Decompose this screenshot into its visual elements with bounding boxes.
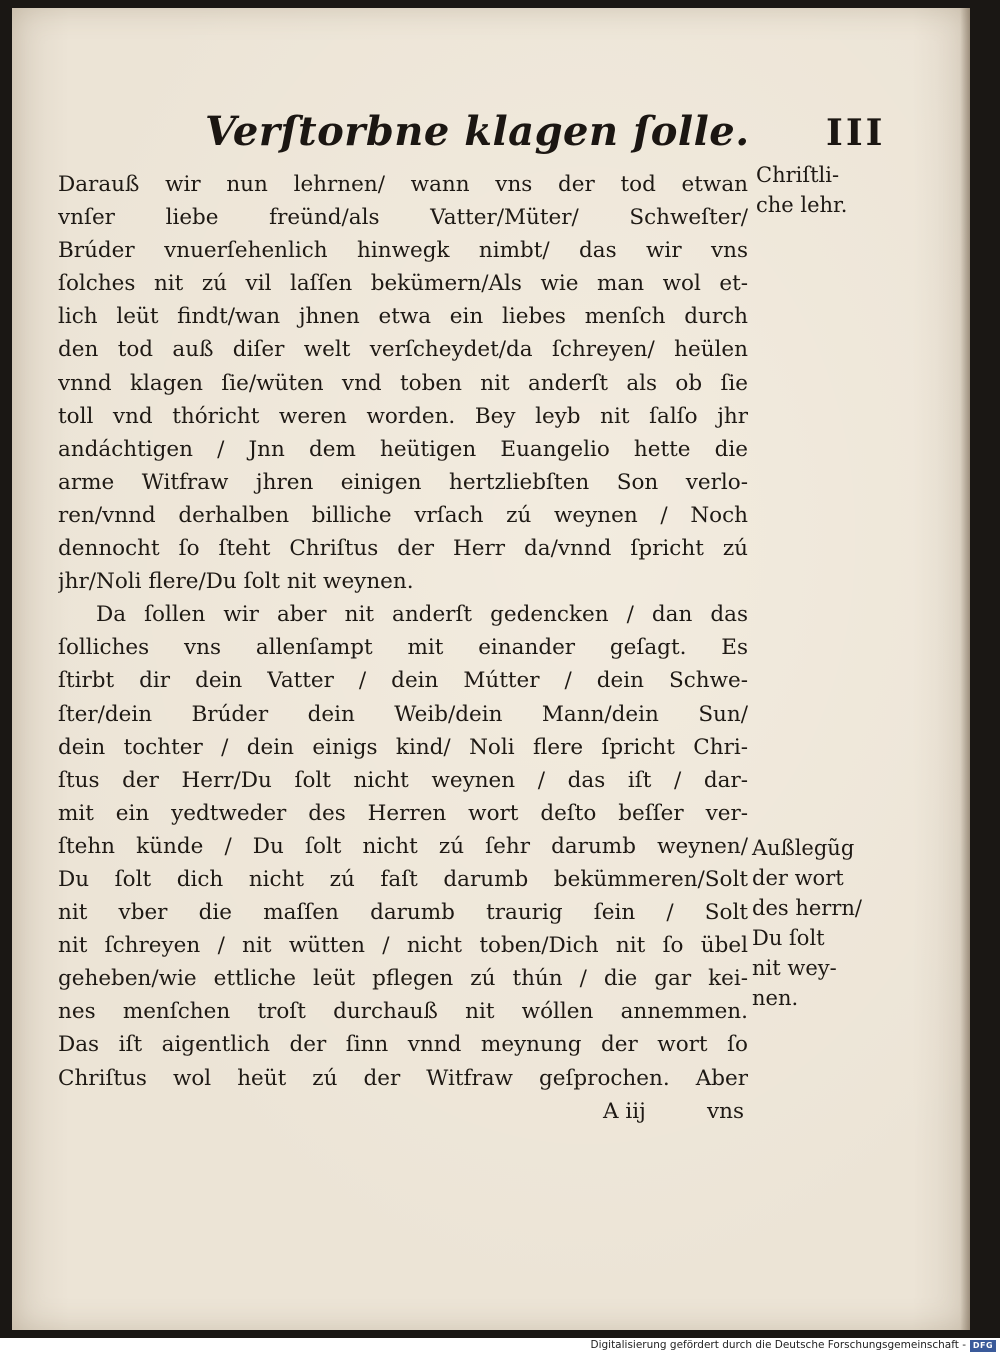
marginal-note-line: che lehr. xyxy=(756,193,848,217)
body-line: ſolches nit zú vil laſſen bekümern/Als wie man wol et- xyxy=(58,271,748,297)
body-line: nit ſchreyen / nit wütten / nicht toben/Dich nit ſo übel xyxy=(58,933,748,959)
page-edge-shadow xyxy=(960,8,970,1330)
marginal-note-line: Chriſtli- xyxy=(756,163,840,187)
catchline xyxy=(58,1099,748,1132)
body-line: ſtirbt dir dein Vatter / dein Mútter / dein Schwe- xyxy=(58,668,748,694)
marginal-note-line: Außlegũg xyxy=(752,836,855,860)
marginal-note-line: der wort xyxy=(752,866,844,890)
body-line: Chriſtus wol heüt zú der Witfraw geſprochen. Aber xyxy=(58,1065,748,1091)
body-line: Da ſollen wir aber nit anderſt gedencken / dan das xyxy=(96,602,748,628)
marginal-note xyxy=(756,160,847,220)
signature-mark: A iij xyxy=(603,1099,646,1124)
body-line: ſter/dein Brúder dein Weib/dein Mann/dein Sun/ xyxy=(58,701,748,727)
body-line: Das iſt aigentlich der ſinn vnnd meynung der wort ſo xyxy=(58,1032,748,1058)
body-line: andáchtigen / Jnn dem heütigen Euangelio hette die xyxy=(58,436,748,462)
funding-credit: Digitalisierung gefördert durch die Deutsche Forschungsgemeinschaft - xyxy=(590,1339,966,1351)
dfg-logo: DFG xyxy=(970,1340,996,1352)
body-line: Darauß wir nun lehrnen/ wann vns der tod etwan xyxy=(58,172,748,197)
body-line: toll vnd thóricht weren worden. Bey leyb nit ſalſo jhr xyxy=(58,403,748,429)
body-line: ſtehn künde / Du ſolt nicht zú ſehr darumb weynen/ xyxy=(58,833,748,859)
running-head: Verſtorbne klagen ſolle. xyxy=(205,108,750,155)
body-line: ren/vnnd derhalben billiche vrſach zú weynen / Noch xyxy=(58,502,748,528)
body-line: mit ein yedtweder des Herren wort deſto beſſer ver- xyxy=(58,800,748,826)
marginal-note-line: nit wey- xyxy=(752,956,837,980)
body-line: lich leüt findt/wan jhnen etwa ein liebes menſch durch xyxy=(58,304,748,330)
body-line: nes menſchen troſt durchauß nit wóllen annemmen. xyxy=(58,999,748,1025)
body-line: nit vber die maſſen darumb traurig ſein / Solt xyxy=(58,900,748,926)
body-line: vnnd klagen ſie/wüten vnd toben nit anderſt als ob ſie xyxy=(58,370,748,396)
catchword: vns xyxy=(706,1099,744,1124)
folio-number: III xyxy=(826,112,886,154)
body-line: Du ſolt dich nicht zú faſt darumb bekümmeren/Solt xyxy=(58,866,748,892)
body-line: ſolliches vns allenſampt mit einander geſagt. Es xyxy=(58,635,748,661)
body-line: den tod auß diſer welt verſcheydet/da ſchreyen/ heülen xyxy=(58,337,748,363)
marginal-note-line: Du ſolt xyxy=(752,926,825,950)
body-line: ſtus der Herr/Du ſolt nicht weynen / das iſt / dar- xyxy=(58,767,748,793)
body-line: vnſer liebe freünd/als Vatter/Müter/ Schweſter/ xyxy=(58,205,748,231)
body-line: dein tochter / dein einigs kind/ Noli flere ſpricht Chri- xyxy=(58,734,748,760)
marginal-note xyxy=(752,833,862,1013)
body-text-block xyxy=(58,168,748,1095)
marginal-note-line: nen. xyxy=(752,986,799,1010)
body-line: arme Witfraw jhren einigen hertzliebſten Son verlo- xyxy=(58,469,748,495)
footer-bar xyxy=(0,1338,1000,1354)
body-line: geheben/wie ettliche leüt pflegen zú thún / die gar kei- xyxy=(58,966,748,992)
body-line: Brúder vnuerſehenlich hinwegk nimbt/ das wir vns xyxy=(58,238,748,264)
marginal-note-line: des herrn/ xyxy=(752,896,862,920)
body-line: jhr/Noli flere/Du ſolt nit weynen. xyxy=(58,569,414,595)
body-line: dennocht ſo ſteht Chriſtus der Herr da/vnnd ſpricht zú xyxy=(58,536,748,562)
